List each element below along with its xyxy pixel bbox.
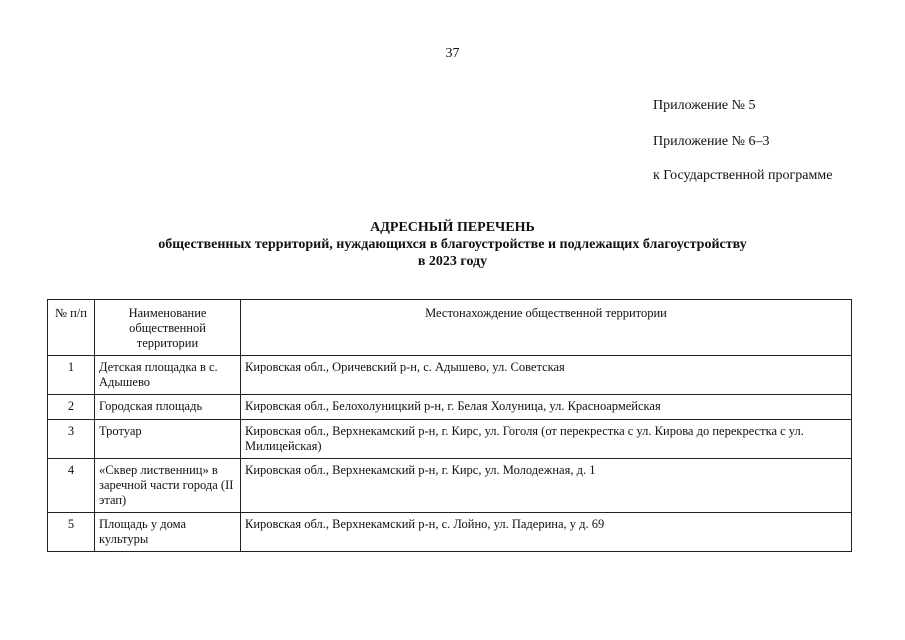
row-location: Кировская обл., Верхнекамский р-н, г. Кирс, ул. Молодежная, д. 1 xyxy=(241,459,852,513)
address-register-table xyxy=(47,299,852,552)
header-location: Местонахождение общественной территории xyxy=(241,300,852,356)
title-line-1: АДРЕСНЫЙ ПЕРЕЧЕНЬ xyxy=(370,220,535,235)
row-name: Тротуар xyxy=(95,420,241,459)
document-title xyxy=(0,219,905,270)
appendix-line-3: к Государственной программе xyxy=(653,168,833,183)
row-name: Городская площадь xyxy=(95,395,241,420)
table-row xyxy=(48,513,852,552)
row-num: 2 xyxy=(48,395,95,420)
row-location: Кировская обл., Верхнекамский р-н, г. Кирс, ул. Гоголя (от перекрестка с ул. Кирова до перекрестка с ул. Милицейская) xyxy=(241,420,852,459)
page-number: 37 xyxy=(445,46,460,61)
header-num: № п/п xyxy=(48,300,95,356)
row-name: Детская площадка в с. Адышево xyxy=(95,356,241,395)
header-name: Наименование общественной территории xyxy=(95,300,241,356)
row-num: 4 xyxy=(48,459,95,513)
row-num: 1 xyxy=(48,356,95,395)
table-row xyxy=(48,420,852,459)
row-location: Кировская обл., Оричевский р-н, с. Адышево, ул. Советская xyxy=(241,356,852,395)
row-name: «Сквер лиственниц» в заречной части города (II этап) xyxy=(95,459,241,513)
table-row xyxy=(48,356,852,395)
row-num: 5 xyxy=(48,513,95,552)
row-location: Кировская обл., Верхнекамский р-н, с. Лойно, ул. Падерина, у д. 69 xyxy=(241,513,852,552)
title-line-3: в 2023 году xyxy=(417,254,488,269)
row-name: Площадь у дома культуры xyxy=(95,513,241,552)
row-num: 3 xyxy=(48,420,95,459)
table-header-row xyxy=(48,300,852,356)
row-location: Кировская обл., Белохолуницкий р-н, г. Белая Холуница, ул. Красноармейская xyxy=(241,395,852,420)
appendix-line-1: Приложение № 5 xyxy=(653,98,756,113)
table-row xyxy=(48,395,852,420)
appendix-line-2: Приложение № 6–3 xyxy=(653,134,770,149)
title-line-2: общественных территорий, нуждающихся в благоустройстве и подлежащих благоустройству xyxy=(158,237,747,252)
table-row xyxy=(48,459,852,513)
